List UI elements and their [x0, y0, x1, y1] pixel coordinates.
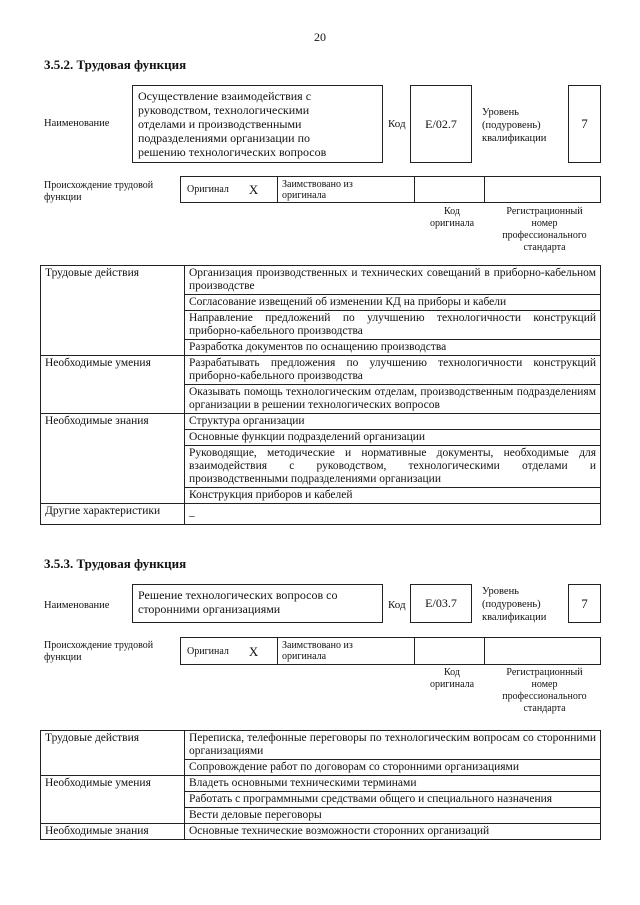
row-label-knowledge: Необходимые знания — [41, 824, 185, 840]
table-cell: Владеть основными техническими терминами — [185, 776, 601, 792]
code-original-label: Код оригинала — [429, 667, 475, 690]
section-title: 3.5.2. Трудовая функция — [44, 57, 187, 72]
function-name-box: Решение технологических вопросов со сторонними организациями — [132, 584, 383, 623]
name-label: Наименование — [44, 600, 110, 611]
row-label-skills: Необходимые умения — [41, 356, 185, 414]
table-cell: Структура организации — [185, 414, 601, 430]
table-cell: Основные функции подразделений организации — [185, 430, 601, 446]
row-label-skills: Необходимые умения — [41, 776, 185, 824]
table-cell: Согласование извещений об изменении КД на приборы и кабели — [185, 295, 601, 311]
function-name-box: Осуществление взаимодействия с руководством, технологическими отделами и производственными подразделениями организации по решению технологических вопросов — [132, 85, 383, 163]
code-original-cell — [415, 177, 485, 202]
origin-label: Происхождение трудовой функции — [44, 640, 154, 663]
original-cell — [181, 638, 278, 664]
table-cell: Переписка, телефонные переговоры по технологическим вопросам со сторонними организациями — [185, 731, 601, 760]
original-cell — [181, 177, 278, 202]
reg-number-label: Регистрационный номер профессионального стандарта — [502, 667, 587, 714]
function-table-1 — [40, 265, 601, 525]
page-number: 20 — [314, 30, 326, 44]
code-original-cell — [415, 638, 485, 664]
reg-number-cell — [485, 177, 600, 202]
table-cell: Разработка документов по оснащению производства — [185, 340, 601, 356]
origin-label: Происхождение трудовой функции — [44, 180, 154, 203]
row-label-other: Другие характеристики — [41, 504, 185, 525]
table-cell: Основные технические возможности сторонних организаций — [185, 824, 601, 840]
borrowed-cell: Заимствовано из оригинала — [278, 177, 415, 202]
row-label-labor-actions: Трудовые действия — [41, 731, 185, 776]
borrowed-cell: Заимствовано из оригинала — [278, 638, 415, 664]
code-label: Код — [388, 118, 406, 130]
table-cell: Разрабатывать предложения по улучшению технологичности конструкций приборно-кабельного производства — [185, 356, 601, 385]
original-label: Оригинал — [187, 184, 229, 195]
qualification-level-value: 7 — [568, 584, 601, 623]
reg-number-cell — [485, 638, 600, 664]
original-mark: X — [248, 643, 259, 659]
table-cell: – — [185, 504, 601, 525]
original-mark: X — [248, 182, 259, 197]
origin-table — [180, 637, 601, 665]
table-cell: Оказывать помощь технологическим отделам, производственным подразделениям организации в решении технологических вопросов — [185, 385, 601, 414]
table-cell: Руководящие, методические и нормативные документы, необходимые для взаимодействия с руководством, технологическими отделами и производственными подразделениями организации — [185, 446, 601, 488]
table-cell: Сопровождение работ по договорам со сторонними организациями — [185, 760, 601, 776]
function-table-2 — [40, 730, 601, 840]
row-label-knowledge: Необходимые знания — [41, 414, 185, 504]
row-label-labor-actions: Трудовые действия — [41, 266, 185, 356]
section-title: 3.5.3. Трудовая функция — [44, 556, 187, 571]
table-cell: Организация производственных и технических совещаний в приборно-кабельном производстве — [185, 266, 601, 295]
table-cell: Направление предложений по улучшению технологичности конструкций приборно-кабельного производства — [185, 311, 601, 340]
reg-number-label: Регистрационный номер профессионального стандарта — [502, 206, 587, 253]
qualification-level-label: Уровень (подуровень) квалификации — [482, 586, 547, 623]
table-cell: Конструкция приборов и кабелей — [185, 488, 601, 504]
original-label: Оригинал — [187, 645, 229, 657]
origin-table — [180, 176, 601, 203]
code-value-box: E/03.7 — [410, 584, 472, 623]
code-label: Код — [388, 599, 406, 611]
qualification-level-value: 7 — [568, 85, 601, 163]
name-label: Наименование — [44, 118, 110, 129]
code-value-box: E/02.7 — [410, 85, 472, 163]
code-original-label: Код оригинала — [429, 206, 475, 229]
table-cell: Вести деловые переговоры — [185, 808, 601, 824]
qualification-level-label: Уровень (подуровень) квалификации — [482, 107, 547, 144]
table-cell: Работать с программными средствами общего и специального назначения — [185, 792, 601, 808]
